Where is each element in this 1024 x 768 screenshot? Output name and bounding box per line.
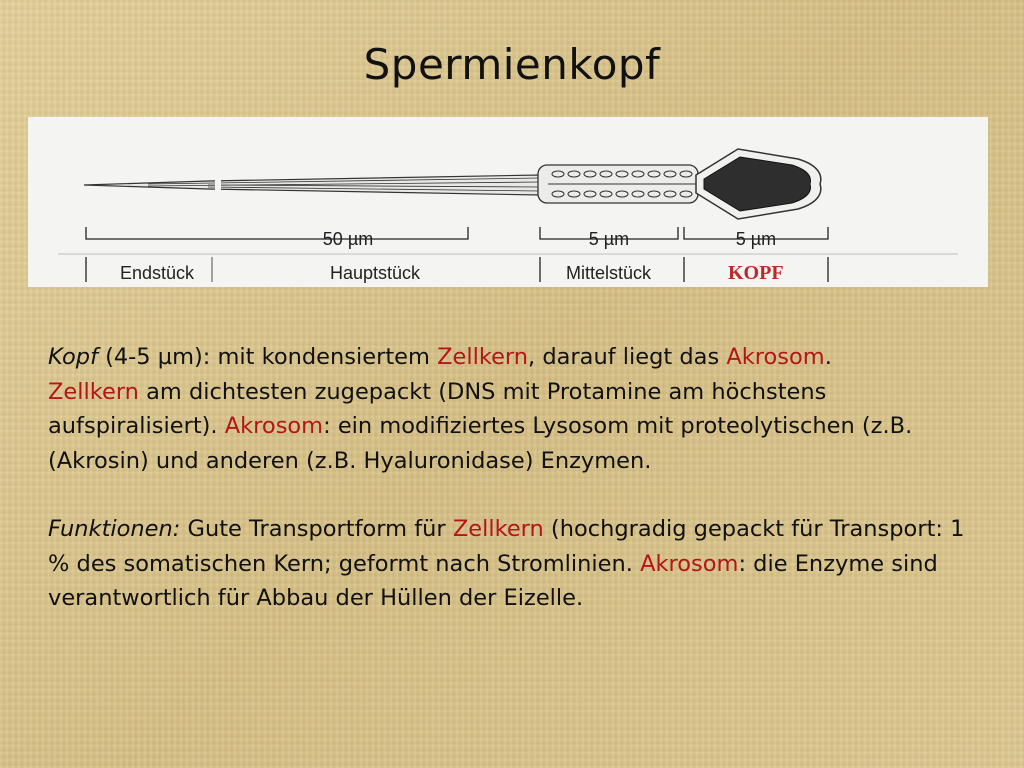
text-span: , darauf liegt das [528, 344, 727, 370]
sperm-midpiece [538, 165, 698, 203]
text-span: Gute Transportform für [180, 516, 453, 542]
text-span: (4-5 µm): mit kondensiertem [97, 344, 438, 370]
segment-label-endstueck: Endstück [120, 263, 195, 283]
text-span: . [824, 344, 832, 370]
term-akrosom: Akrosom [726, 344, 825, 370]
text-span: (hochgradig gepackt für Transport: 1 % des somatischen Kern; geformt nach Stromlinien. [48, 516, 965, 577]
term-zellkern: Zellkern [452, 516, 544, 542]
scale-label-hauptstueck: 50 µm [322, 229, 374, 249]
segment-label-hauptstueck: Hauptstück [330, 263, 421, 283]
sperm-head [696, 149, 821, 219]
text-span: : die Enzyme sind verantwortlich für Abbau der Hüllen der Eizelle. [48, 550, 938, 611]
sperm-diagram [28, 117, 988, 287]
text-span: am dichtesten zugepackt (DNS mit Protamine am höchstens aufspiralisiert). [48, 378, 827, 439]
paragraph-spacer [48, 478, 988, 512]
page-title: Spermienkopf [363, 40, 661, 89]
term-akrosom: Akrosom [224, 413, 324, 439]
paragraph-kopf [48, 340, 988, 375]
paragraph-funktionen [48, 512, 988, 616]
scale-label-mittelstueck: 5 µm [588, 229, 630, 249]
term-akrosom: Akrosom [640, 550, 739, 577]
text-span: : ein modifiziertes Lysosom mit proteolytischen (z.B. (Akrosin) und anderen (z.B. Hyaluronidase) Enzymen. [48, 413, 913, 474]
paragraph-zellkern [48, 375, 988, 479]
segment-label-kopf: KOPF [728, 262, 784, 284]
term-funktionen: Funktionen: [48, 516, 181, 542]
term-zellkern: Zellkern [437, 344, 529, 370]
sperm-tail [84, 173, 540, 197]
term-zellkern: Zellkern [48, 378, 139, 405]
segment-label-mittelstueck: Mittelstück [566, 263, 652, 283]
scale-label-kopf: 5 µm [735, 229, 777, 249]
term-kopf: Kopf [48, 344, 98, 370]
content-text [48, 340, 988, 616]
